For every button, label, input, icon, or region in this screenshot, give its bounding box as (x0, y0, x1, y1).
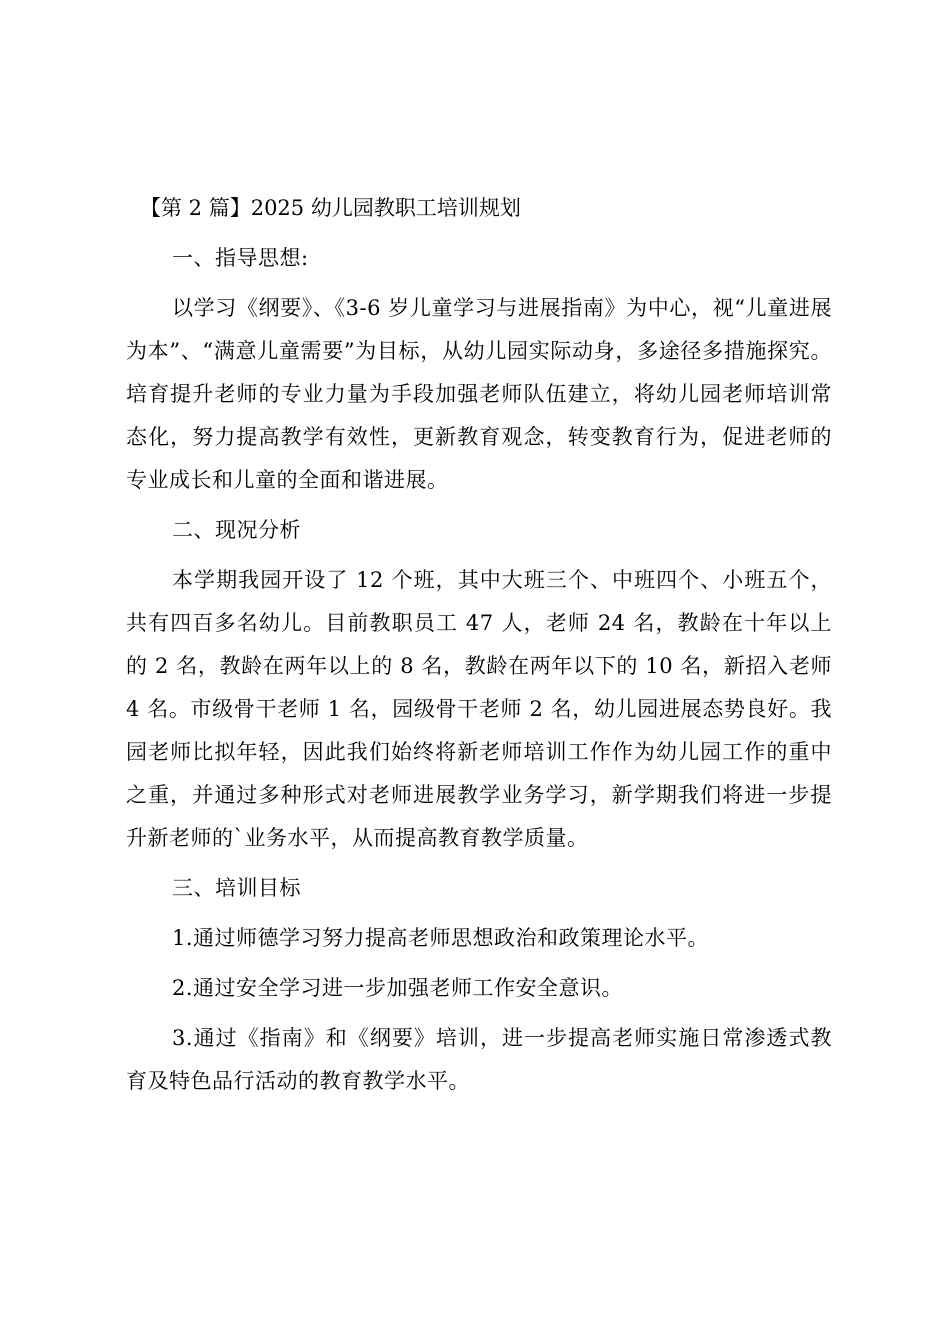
training-goal-1: 1.通过师德学习努力提高老师思想政治和政策理论水平。 (172, 926, 710, 950)
document-body (126, 187, 832, 1110)
document-title: 【第 2 篇】2025 幼儿园教职工培训规划 (140, 196, 521, 220)
training-goal-3: 3.通过《指南》和《纲要》培训，进一步提高老师实施日常渗透式教育及特色品行活动的教育教学水平。 (126, 1026, 832, 1093)
section-heading-guiding-ideology: 一、指导思想: (172, 246, 309, 270)
paragraph-guiding-ideology: 以学习《纲要》、《3-6 岁儿童学习与进展指南》为中心，视“儿童进展为本”、“满意儿童需要”为目标，从幼儿园实际动身，多途径多措施探究。培育提升老师的专业力量为手段加强老师队伍建立，将幼儿园老师培训常态化，努力提高教学有效性，更新教育观念，转变教育行为，促进老师的专业成长和儿童的全面和谐进展。 (126, 296, 832, 492)
section-heading-situation-analysis: 二、现况分析 (172, 518, 301, 542)
section-heading-training-goals: 三、培训目标 (172, 876, 301, 900)
paragraph-situation-analysis: 本学期我园开设了 12 个班，其中大班三个、中班四个、小班五个，共有四百多名幼儿。目前教职员工 47 人，老师 24 名，教龄在十年以上的 2 名，教龄在两年以上的 8 名，教龄在两年以下的 10 名，新招入老师 4 名。市级骨干老师 1 名，园级骨干老师 2 名，幼儿园进展态势良好。我园老师比拟年轻，因此我们始终将新老师培训工作作为幼儿园工作的重中之重，并通过多种形式对老师进展教学业务学习，新学期我们将进一步提升新老师的`业务水平，从而提高教育教学质量。 (126, 568, 832, 850)
training-goal-2: 2.通过安全学习进一步加强老师工作安全意识。 (172, 976, 624, 1000)
